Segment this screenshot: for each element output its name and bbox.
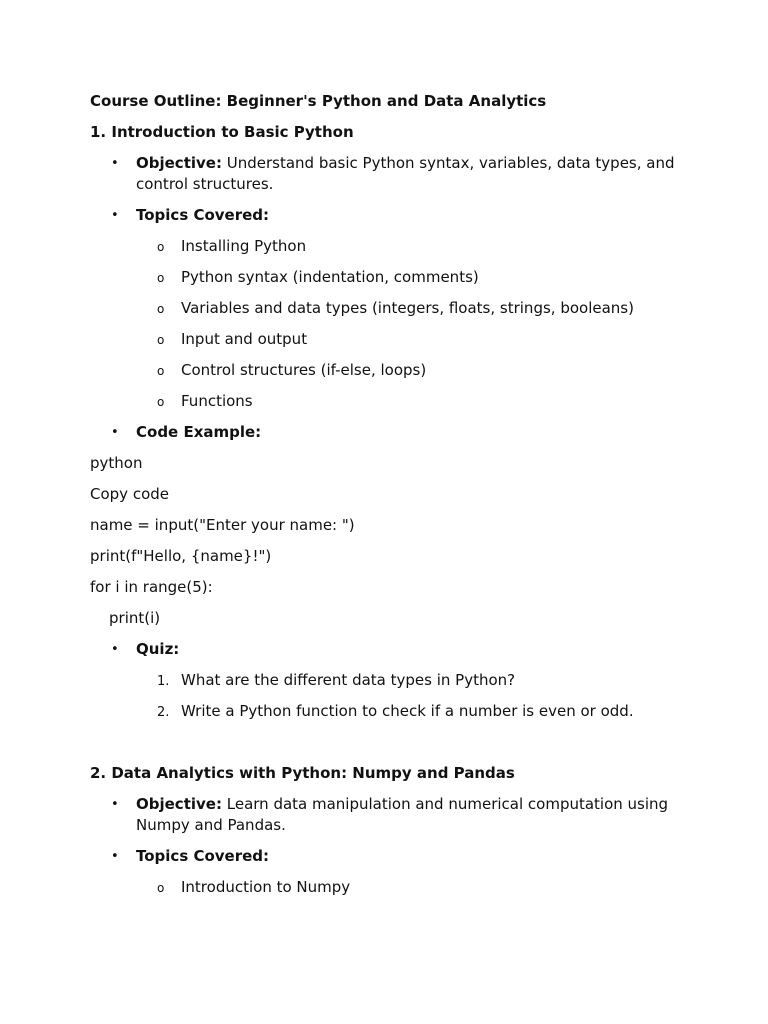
sub-bullet-icon: o [157, 364, 165, 378]
objective-item [90, 794, 690, 836]
topic-item [90, 360, 690, 381]
topic-text: Introduction to Numpy [181, 878, 351, 896]
document-title: Course Outline: Beginner's Python and Data Analytics [90, 92, 547, 110]
document-body [90, 91, 690, 908]
sub-bullet-icon: o [157, 240, 165, 254]
topic-item [90, 236, 690, 257]
code-language: python [90, 454, 143, 472]
code-line: print(i) [109, 609, 161, 627]
topics-item [90, 205, 690, 412]
objective-label: Objective: [136, 154, 222, 172]
topic-item [90, 877, 690, 898]
objective-label: Objective: [136, 795, 222, 813]
bullet-icon: • [111, 425, 119, 440]
question-number: 1. [157, 674, 170, 689]
question-number: 2. [157, 705, 170, 720]
bullet-icon: • [111, 156, 119, 171]
section-spacer [90, 732, 690, 763]
objective-item [90, 153, 690, 195]
topic-text: Input and output [181, 330, 308, 348]
code-line: print(f"Hello, {name}!") [90, 547, 272, 565]
sub-bullet-icon: o [157, 333, 165, 347]
topics-label: Topics Covered: [136, 847, 270, 865]
quiz-questions [136, 670, 690, 722]
code-example-label: Code Example: [136, 423, 262, 441]
topics-list [136, 236, 690, 412]
section-heading-1: 1. Introduction to Basic Python [90, 123, 354, 141]
topic-text: Installing Python [181, 237, 307, 255]
question-text: Write a Python function to check if a number is even or odd. [181, 702, 634, 720]
code-line: name = input("Enter your name: ") [90, 516, 355, 534]
bullet-icon: • [111, 797, 119, 812]
sub-bullet-icon: o [157, 271, 165, 285]
section-heading-2: 2. Data Analytics with Python: Numpy and Pandas [90, 764, 515, 782]
topics-item [90, 846, 690, 898]
sub-bullet-icon: o [157, 302, 165, 316]
bullet-icon: • [111, 208, 119, 223]
question-text: What are the different data types in Python? [181, 671, 516, 689]
objective-text: Understand basic Python syntax, variables, data types, and control structures. [136, 154, 675, 193]
topic-item [90, 298, 690, 319]
bullet-icon: • [111, 849, 119, 864]
topics-list [136, 877, 690, 898]
objective-text: Learn data manipulation and numerical computation using Numpy and Pandas. [136, 795, 669, 834]
code-line: for i in range(5): [90, 578, 213, 596]
quiz-item [90, 639, 690, 722]
topics-label: Topics Covered: [136, 206, 270, 224]
topic-item [90, 329, 690, 350]
topic-text: Python syntax (indentation, comments) [181, 268, 479, 286]
topic-item [90, 267, 690, 288]
quiz-question [90, 670, 690, 691]
topic-text: Control structures (if-else, loops) [181, 361, 427, 379]
section-1-list [90, 153, 690, 443]
topic-text: Variables and data types (integers, floats, strings, booleans) [181, 299, 634, 317]
sub-bullet-icon: o [157, 881, 165, 895]
code-example-item [90, 422, 690, 443]
quiz-question [90, 701, 690, 722]
bullet-icon: • [111, 642, 119, 657]
quiz-label: Quiz: [136, 640, 180, 658]
topic-text: Functions [181, 392, 253, 410]
quiz-list-wrapper [90, 639, 690, 722]
copy-code-link[interactable]: Copy code [90, 485, 169, 503]
sub-bullet-icon: o [157, 395, 165, 409]
topic-item [90, 391, 690, 412]
section-2-list [90, 794, 690, 898]
